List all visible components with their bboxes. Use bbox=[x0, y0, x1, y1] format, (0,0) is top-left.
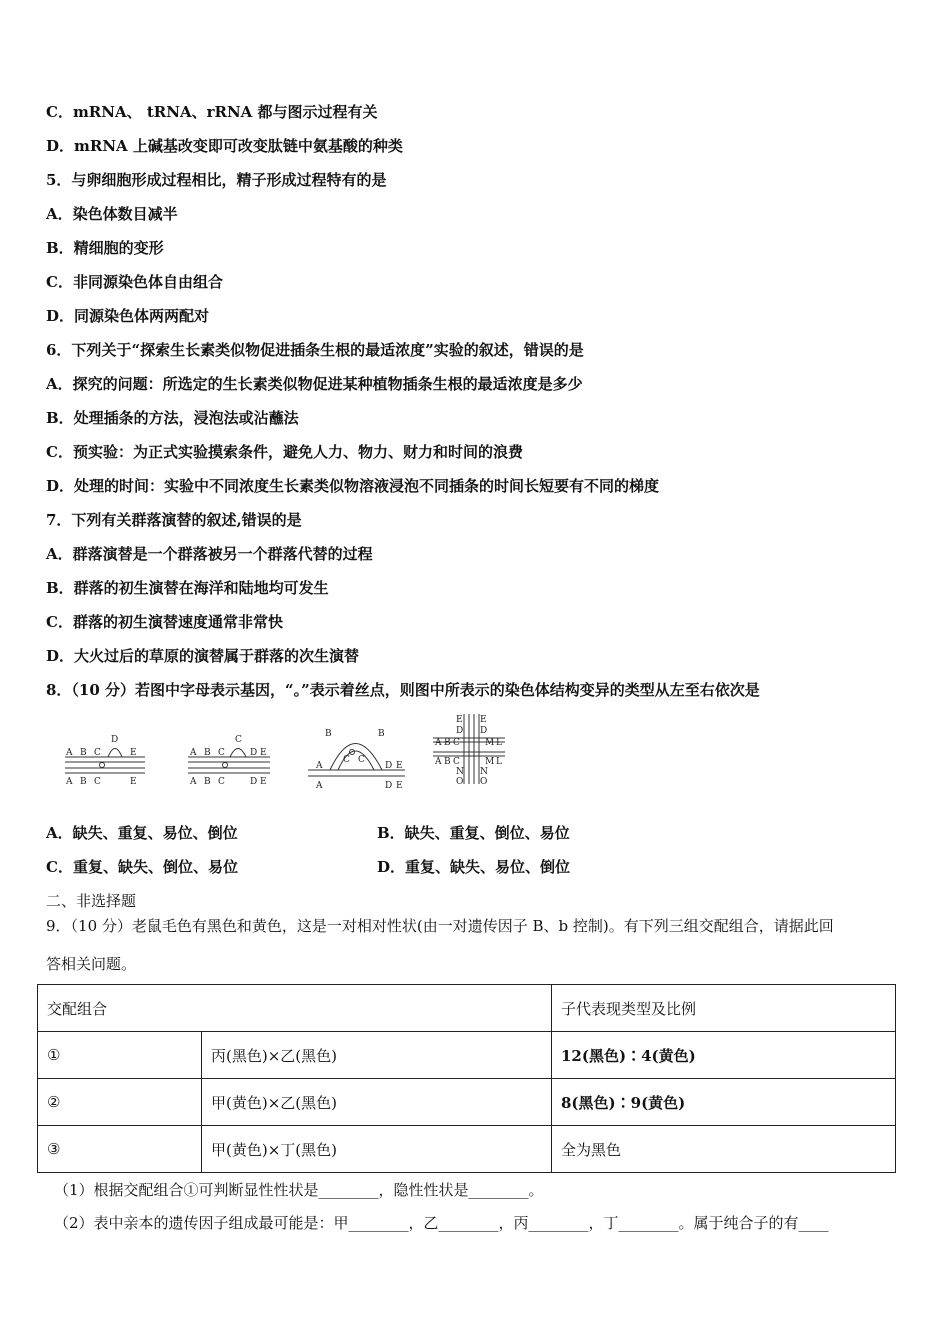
fig2-bottom-d: D bbox=[250, 777, 258, 787]
row-id: ① bbox=[38, 1032, 202, 1079]
fig3-bottom-d: D bbox=[385, 781, 393, 791]
figure-3 bbox=[308, 729, 405, 791]
fig3-top-b1: C bbox=[343, 755, 350, 765]
row-cross: 丙(黑色)×乙(黑色) bbox=[202, 1032, 552, 1079]
q5-option-c: C．非同源染色体自由组合 bbox=[46, 273, 223, 291]
row-result: 8(黑色)∶9(黄色) bbox=[552, 1079, 896, 1126]
fig1-top-e: E bbox=[130, 748, 137, 758]
fig4-a1: A bbox=[435, 738, 442, 748]
row-cross: 甲(黄色)×丁(黑色) bbox=[202, 1126, 552, 1173]
fig2-top-d: D bbox=[250, 748, 258, 758]
fig1-top-b: B bbox=[80, 748, 87, 758]
fig3-top-e: E bbox=[396, 761, 403, 771]
fig3-top-c1: B bbox=[325, 729, 332, 739]
table-header-row bbox=[38, 985, 896, 1032]
q5-option-a: A．染色体数目减半 bbox=[46, 205, 178, 223]
q6-option-d: D．处理的时间：实验中不同浓度生长素类似物溶液浸泡不同插条的时间长短要有不同的梯度 bbox=[46, 477, 660, 495]
fig3-top-c2: C bbox=[358, 755, 365, 765]
fig4-d2: D bbox=[480, 726, 488, 736]
row-cross: 甲(黄色)×乙(黑色) bbox=[202, 1079, 552, 1126]
fig4-o2: O bbox=[480, 777, 488, 787]
row-result: 全为黑色 bbox=[552, 1126, 896, 1173]
q7-option-c: C．群落的初生演替速度通常非常快 bbox=[46, 613, 283, 631]
q8-option-d: D．重复、缺失、易位、倒位 bbox=[377, 858, 571, 876]
fig4-b1: B bbox=[444, 738, 451, 748]
q7-option-b: B．群落的初生演替在海洋和陆地均可发生 bbox=[46, 579, 329, 597]
section-2-title: 二、非选择题 bbox=[46, 892, 137, 910]
q5-option-d: D．同源染色体两两配对 bbox=[46, 307, 210, 325]
fig1-bottom-b: B bbox=[80, 777, 87, 787]
fig4-m2: M bbox=[485, 757, 495, 767]
row-result: 12(黑色)∶4(黄色) bbox=[552, 1032, 896, 1079]
fig2-bottom-e: E bbox=[260, 777, 267, 787]
fig1-top-d: D bbox=[111, 735, 119, 745]
table-row bbox=[38, 1032, 896, 1079]
fig2-top-e: E bbox=[260, 748, 267, 758]
q5-option-b: B．精细胞的变形 bbox=[46, 239, 164, 257]
fig2-top-c1: C bbox=[218, 748, 225, 758]
q8-option-b: B．缺失、重复、倒位、易位 bbox=[377, 824, 570, 842]
table-row bbox=[38, 1079, 896, 1126]
q7-stem: 7．下列有关群落演替的叙述,错误的是 bbox=[46, 511, 302, 529]
fig1-top-c: C bbox=[94, 748, 101, 758]
fig4-b2: B bbox=[444, 757, 451, 767]
fig1-bottom-a: A bbox=[66, 777, 73, 787]
fig2-bottom-a: A bbox=[190, 777, 197, 787]
fig4-n2: N bbox=[480, 767, 488, 777]
fig3-top-b2: B bbox=[378, 729, 385, 739]
fig4-m1: M bbox=[485, 738, 495, 748]
q4-option-d: D．mRNA 上碱基改变即可改变肽链中氨基酸的种类 bbox=[46, 137, 403, 155]
q9-stem-line2: 答相关问题。 bbox=[46, 955, 137, 973]
q6-option-a: A．探究的问题：所选定的生长素类似物促进某种植物插条生根的最适浓度是多少 bbox=[46, 375, 583, 393]
fig1-bottom-e: E bbox=[130, 777, 137, 787]
fig3-top-a: A bbox=[316, 761, 323, 771]
fig4-l1: L bbox=[496, 738, 502, 748]
chromosome-variation-diagram bbox=[60, 712, 520, 796]
fig4-a2: A bbox=[435, 757, 442, 767]
fig2-bottom-c: C bbox=[218, 777, 225, 787]
row-id: ② bbox=[38, 1079, 202, 1126]
fig3-bottom-a: A bbox=[316, 781, 323, 791]
fig4-n1: N bbox=[456, 767, 464, 777]
fig2-top-b: B bbox=[204, 748, 211, 758]
q6-option-c: C．预实验：为正式实验摸索条件，避免人力、物力、财力和时间的浪费 bbox=[46, 443, 523, 461]
fig4-e2: E bbox=[480, 715, 487, 725]
fig3-top-d: D bbox=[385, 761, 393, 771]
q4-option-c: C．mRNA、 tRNA、rRNA 都与图示过程有关 bbox=[46, 103, 378, 121]
q6-option-b: B．处理插条的方法，浸泡法或沾蘸法 bbox=[46, 409, 299, 427]
fig2-top-c2: C bbox=[235, 735, 242, 745]
fig4-c2: C bbox=[453, 757, 460, 767]
q9-sub1: （1）根据交配组合①可判断显性性状是________，隐性性状是________。 bbox=[54, 1181, 544, 1199]
figure-1 bbox=[65, 735, 145, 787]
fig1-top-a: A bbox=[66, 748, 73, 758]
row-id: ③ bbox=[38, 1126, 202, 1173]
header-combo: 交配组合 bbox=[38, 985, 552, 1032]
figure-4 bbox=[433, 714, 505, 787]
fig4-c1: C bbox=[453, 738, 460, 748]
table-row bbox=[38, 1126, 896, 1173]
fig4-d1: D bbox=[456, 726, 464, 736]
fig2-bottom-b: B bbox=[204, 777, 211, 787]
mating-table bbox=[37, 984, 896, 1173]
q9-stem-line1: 9．（10 分）老鼠毛色有黑色和黄色，这是一对相对性状(由一对遗传因子 B、b 控制)。有下列三组交配组合，请据此回 bbox=[46, 917, 834, 935]
q8-stem: 8．（10 分）若图中字母表示基因，“。”表示着丝点，则图中所表示的染色体结构变异的类型从左至右依次是 bbox=[46, 681, 760, 699]
fig2-top-a: A bbox=[190, 748, 197, 758]
q8-option-a: A．缺失、重复、易位、倒位 bbox=[46, 824, 238, 842]
q9-sub2: （2）表中亲本的遗传因子组成最可能是：甲________，乙________，丙________，丁________。属于纯合子的有____ bbox=[54, 1214, 829, 1232]
q7-option-d: D．大火过后的草原的演替属于群落的次生演替 bbox=[46, 647, 360, 665]
fig4-l2: L bbox=[496, 757, 502, 767]
fig1-bottom-c: C bbox=[94, 777, 101, 787]
q6-stem: 6．下列关于“探索生长素类似物促进插条生根的最适浓度”实验的叙述，错误的是 bbox=[46, 341, 584, 359]
q5-stem: 5．与卵细胞形成过程相比，精子形成过程特有的是 bbox=[46, 171, 387, 189]
fig4-o1: O bbox=[456, 777, 464, 787]
fig4-e1: E bbox=[456, 715, 463, 725]
fig3-bottom-e: E bbox=[396, 781, 403, 791]
figure-2 bbox=[188, 735, 270, 787]
q8-option-c: C．重复、缺失、倒位、易位 bbox=[46, 858, 238, 876]
header-offspring: 子代表现类型及比例 bbox=[552, 985, 896, 1032]
q7-option-a: A．群落演替是一个群落被另一个群落代替的过程 bbox=[46, 545, 373, 563]
